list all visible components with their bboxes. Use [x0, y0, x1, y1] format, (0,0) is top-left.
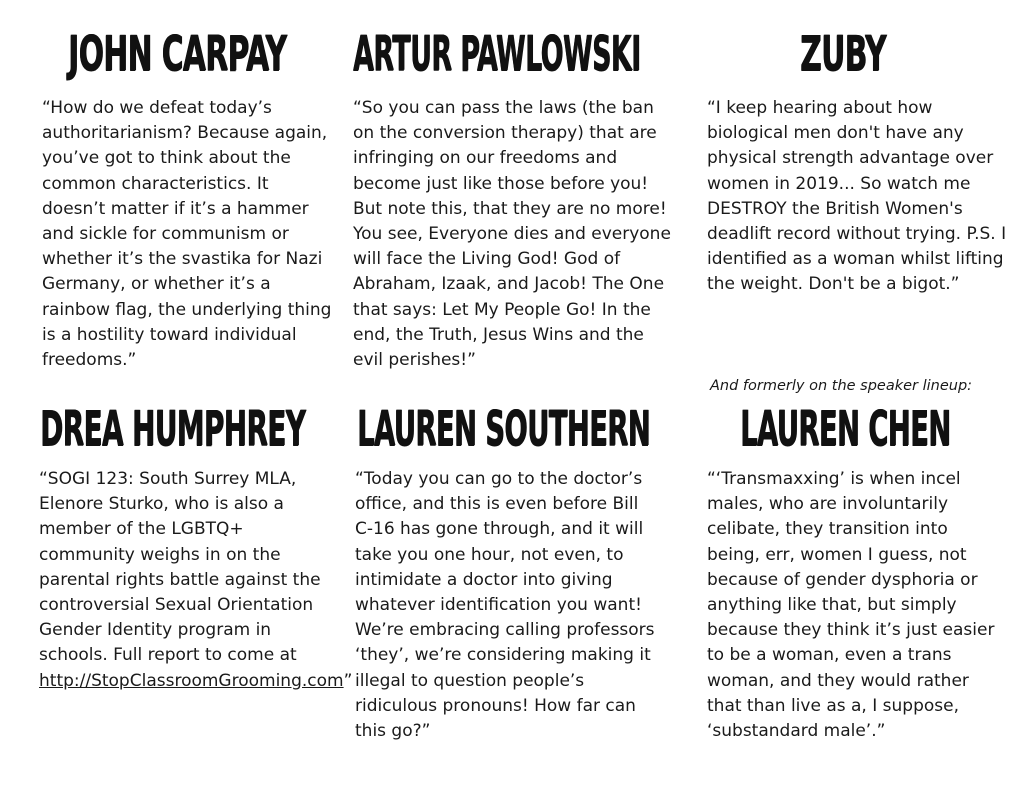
speaker-quote-john-carpay: “How do we defeat today’s authoritarianism? Because again, you’ve got to think about the common characteristics. It doesn’t matter if it’s a hammer and sickle for communism or whether it’s the svastika for Nazi Germany, or whether it’s a rainbow flag, the underlying thing is a hostility toward individual freedoms.” [42, 98, 332, 371]
speaker-quote-lauren-chen: “‘Transmaxxing’ is when incel males, who are involuntarily celibate, they transition into being, err, women I guess, not because of gender dysphoria or anything like that, but simply because they think it’s just easier to be a woman, even a trans woman, and they would rather that than live as a, I suppose, ‘substandard male’.” [707, 469, 995, 742]
speaker-name-zuby: ZUBY [800, 26, 886, 82]
speaker-quote-artur-pawlowski: “So you can pass the laws (the ban on the conversion therapy) that are infringing on our freedoms and become just like those before you! But note this, that they are no more! You see, Everyone dies and everyone will face the Living God! God of Abraham, Izaak, and Jacob! The One that says: Let My People Go! In the end, the Truth, Jesus Wins and the evil perishes!” [353, 98, 671, 371]
speaker-name-artur-pawlowski: ARTUR PAWLOWSKI [353, 26, 641, 82]
speaker-name-drea-humphrey: DREA HUMPHREY [40, 401, 306, 457]
speaker-quote-drea-humphrey [39, 467, 353, 694]
speaker-quote-lauren-southern: “Today you can go to the doctor’s office, and this is even before Bill C-16 has gone through, and it will take you one hour, not even, to intimidate a doctor into giving whatever identification you want! We’re embracing calling professors ‘they’, we’re considering making it illegal to question people’s ridiculous pronouns! How far can this go?” [355, 469, 655, 742]
speaker-quote-zuby: “I keep hearing about how biological men don't have any physical strength advantage over women in 2019... So watch me DESTROY the British Women's deadlift record without trying. P.S. I identified as a woman whilst lifting the weight. Don't be a bigot.” [707, 98, 1007, 295]
quote-close: ” [343, 670, 353, 691]
speaker-name-john-carpay: JOHN CARPAY [68, 26, 287, 82]
former-lineup-note: And formerly on the speaker lineup: [710, 378, 973, 394]
speaker-name-lauren-southern: LAUREN SOUTHERN [357, 401, 651, 457]
speaker-name-lauren-chen: LAUREN CHEN [740, 401, 951, 457]
stop-classroom-grooming-link[interactable]: http://StopClassroomGrooming.com [39, 670, 344, 691]
quote-text: “SOGI 123: South Surrey MLA, Elenore Sturko, who is also a member of the LGBTQ+ community weighs in on the parental rights battle against the controversial Sexual Orientation Gender Identity program in schools. Full report to come at [39, 469, 321, 666]
